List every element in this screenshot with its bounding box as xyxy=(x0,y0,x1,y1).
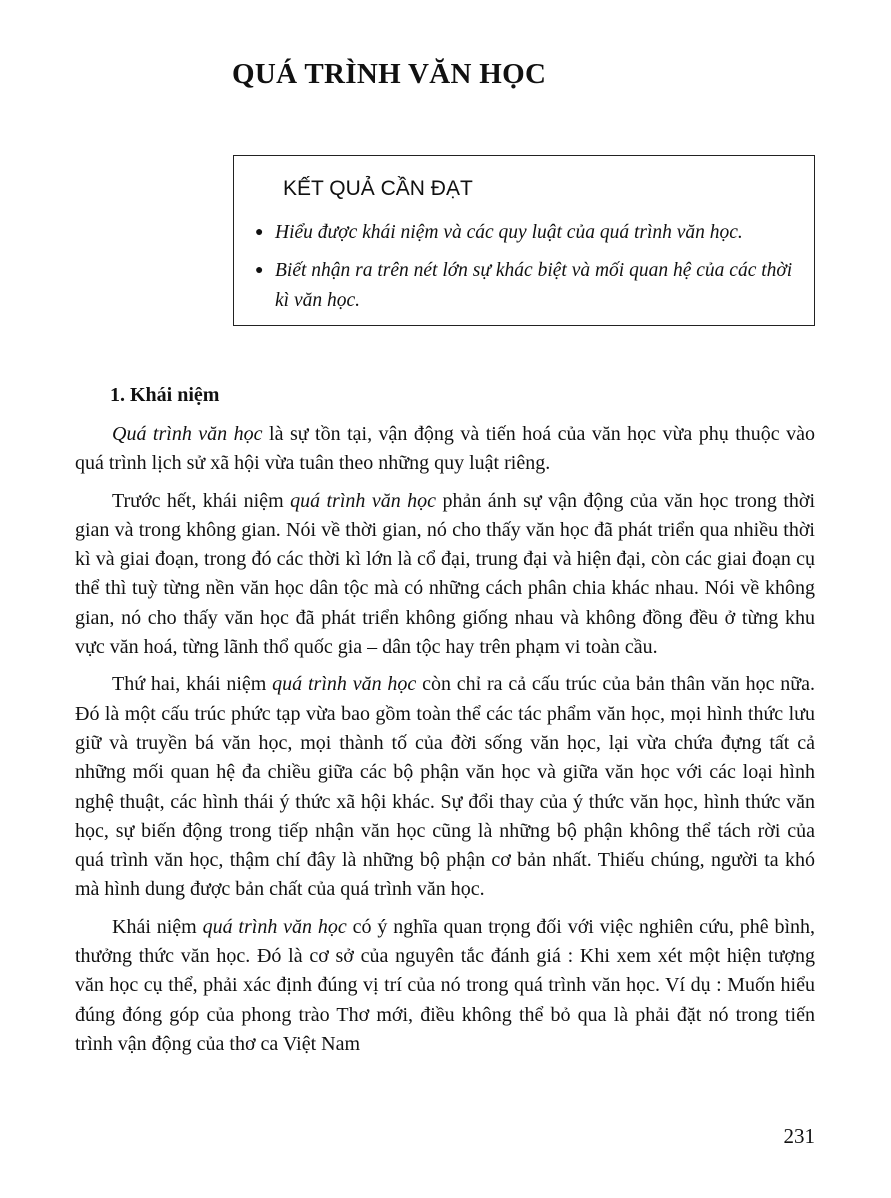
section-heading: 1. Khái niệm xyxy=(110,384,220,406)
paragraph-text: còn chỉ ra cả cấu trúc của bản thân văn học nữa. Đó là một cấu trúc phức tạp vừa bao gồm toàn thể các tác phẩm văn học, mọi hình thức lưu giữ và truyền bá văn học, mọi thành tố của đời sống văn học, lại vừa chứa đựng tất cả những mối quan hệ đa chiều giữa các bộ phận văn học và giữa văn học với các loại hình nghệ thuật, các hình thái ý thức xã hội khác. Sự đổi thay của ý thức văn học, hình thức văn học, sự biến động trong tiếp nhận văn học cũng là những bộ phận không thể tách rời của quá trình văn học, thậm chí đây là những bộ phận cơ bản nhất. Thiếu chúng, người ta khó mà hình dung được bản chất của quá trình văn học. xyxy=(75,673,815,901)
learning-goals-box xyxy=(233,155,815,326)
paragraph-lead-text: Trước hết, khái niệm xyxy=(112,489,291,512)
page-title: QUÁ TRÌNH VĂN HỌC xyxy=(232,58,547,90)
section-body xyxy=(75,420,815,1067)
learning-goal-text: Biết nhận ra trên nét lớn sự khác biệt và mối quan hệ của các thời kì văn học. xyxy=(275,260,793,311)
paragraph-term: quá trình văn học xyxy=(290,489,437,512)
paragraph-term: quá trình văn học xyxy=(272,673,417,696)
learning-goal-item xyxy=(255,256,795,316)
paragraph-lead-text: Thứ hai, khái niệm xyxy=(112,673,273,696)
learning-goal-item xyxy=(255,218,795,248)
learning-goals-heading: KẾT QUẢ CẦN ĐẠT xyxy=(283,177,473,200)
bullet-icon: ● xyxy=(255,263,264,278)
paragraph-lead-text: Khái niệm xyxy=(112,915,203,938)
paragraph-text: phản ánh sự vận động của văn học trong thời gian và trong không gian. Nói về thời gian, nó cho thấy văn học đã phát triển qua nhiều thời kì và giai đoạn, trong đó các thời kì lớn là cổ đại, trung đại và hiện đại, còn các giai đoạn cụ thể thì tuỳ từng nền văn học dân tộc mà có những cách phân chia khác nhau. Nói về không gian, nó cho thấy văn học đã phát triển không giống nhau và không đồng đều ở từng khu vực văn hoá, từng lãnh thổ quốc gia – dân tộc hay trên phạm vi toàn cầu. xyxy=(75,489,816,659)
body-paragraph xyxy=(75,670,815,904)
page-number: 231 xyxy=(783,1124,815,1148)
paragraph-term: quá trình văn học xyxy=(202,915,347,938)
learning-goal-text: Hiểu được khái niệm và các quy luật của quá trình văn học. xyxy=(275,222,743,243)
bullet-icon: ● xyxy=(255,225,264,240)
body-paragraph xyxy=(75,913,815,1059)
paragraph-text: là sự tồn tại, vận động và tiến hoá của văn học vừa phụ thuộc vào quá trình lịch sử xã hội vừa tuân theo những quy luật riêng. xyxy=(75,423,816,475)
paragraph-text: có ý nghĩa quan trọng đối với việc nghiên cứu, phê bình, thưởng thức văn học. Đó là cơ sở của nguyên tắc đánh giá : Khi xem xét một hiện tượng văn học cụ thể, phải xác định đúng vị trí của nó trong quá trình văn học. Ví dụ : Muốn hiểu đúng đóng góp của phong trào Thơ mới, điều không thể bỏ qua là phải đặt nó trong tiến trình vận động của thơ ca Việt Nam xyxy=(75,915,815,1055)
paragraph-term: Quá trình văn học xyxy=(112,423,263,445)
body-paragraph xyxy=(75,420,815,479)
body-paragraph xyxy=(75,487,815,663)
